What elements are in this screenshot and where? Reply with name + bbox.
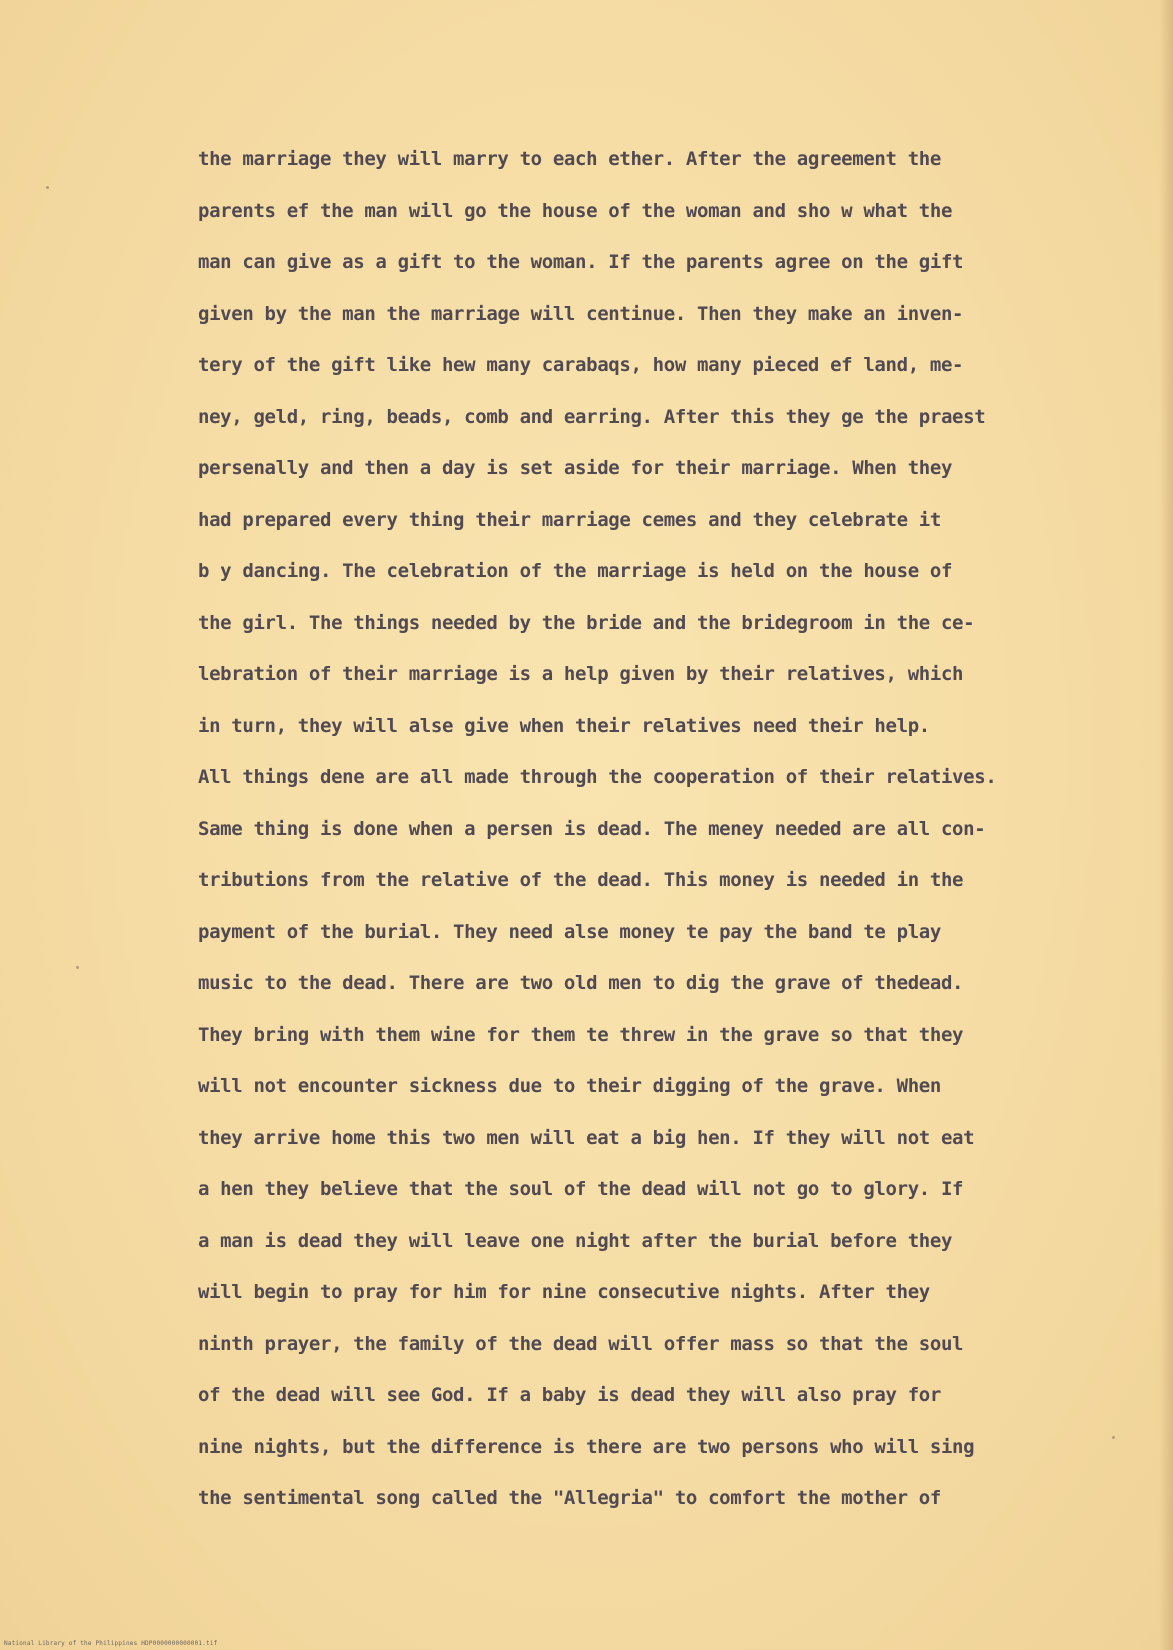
paper-speck [46, 186, 49, 189]
text-line: payment of the burial. They need alse money te pay the band te play [198, 920, 941, 943]
archive-footer-stamp: National Library of the Philippines HDP0000000000001.tif [4, 1640, 218, 1647]
text-line: music to the dead. There are two old men to dig the grave of thedead. [198, 972, 964, 994]
text-line: will begin to pray for him for nine consecutive nights. After they [198, 1281, 930, 1303]
text-line: man can give as a gift to the woman. If the parents agree on the gift [198, 251, 964, 273]
text-line: Same thing is done when a persen is dead. The meney needed are all con- [198, 817, 986, 840]
text-line: in turn, they will alse give when their relatives need their help. [198, 714, 930, 737]
text-line: parents ef the man will go the house of the woman and sho w what the [198, 199, 953, 222]
typewritten-text-block [198, 134, 1138, 1525]
text-line: b y dancing. The celebration of the marriage is held on the house of [198, 560, 953, 582]
text-line: All things dene are all made through the cooperation of their relatives. [198, 766, 997, 788]
text-line: ninth prayer, the family of the dead will offer mass so that the soul [198, 1332, 964, 1355]
text-line: nine nights, but the difference is there are two persons who will sing [198, 1435, 975, 1458]
text-line: tery of the gift like hew many carabaqs, how many pieced ef land, me- [198, 354, 964, 376]
paper-speck [76, 966, 79, 969]
text-line: persenally and then a day is set aside for their marriage. When they [198, 457, 953, 479]
text-line: a hen they believe that the soul of the dead will not go to glory. If [198, 1178, 964, 1200]
text-line: given by the man the marriage will centinue. Then they make an inven- [198, 302, 964, 325]
text-line: the sentimental song called the "Allegria" to comfort the mother of [198, 1487, 941, 1509]
text-line: the girl. The things needed by the bride and the bridegroom in the ce- [198, 611, 975, 634]
page-edge-shadow [1159, 0, 1173, 1650]
text-line: lebration of their marriage is a help given by their relatives, which [198, 663, 964, 685]
text-line: they arrive home this two men will eat a big hen. If they will not eat [198, 1126, 975, 1149]
text-line: had prepared every thing their marriage cemes and they celebrate it [198, 508, 941, 531]
text-line: the marriage they will marry to each ether. After the agreement the [198, 148, 941, 170]
text-line: of the dead will see God. If a baby is dead they will also pray for [198, 1384, 941, 1406]
text-line: tributions from the relative of the dead. This money is needed in the [198, 869, 964, 891]
text-line: a man is dead they will leave one night after the burial before they [198, 1229, 953, 1252]
text-line: They bring with them wine for them te threw in the grave so that they [198, 1023, 964, 1046]
text-line: will not encounter sickness due to their digging of the grave. When [198, 1075, 941, 1097]
text-line: ney, geld, ring, beads, comb and earring. After this they ge the praest [198, 405, 986, 428]
